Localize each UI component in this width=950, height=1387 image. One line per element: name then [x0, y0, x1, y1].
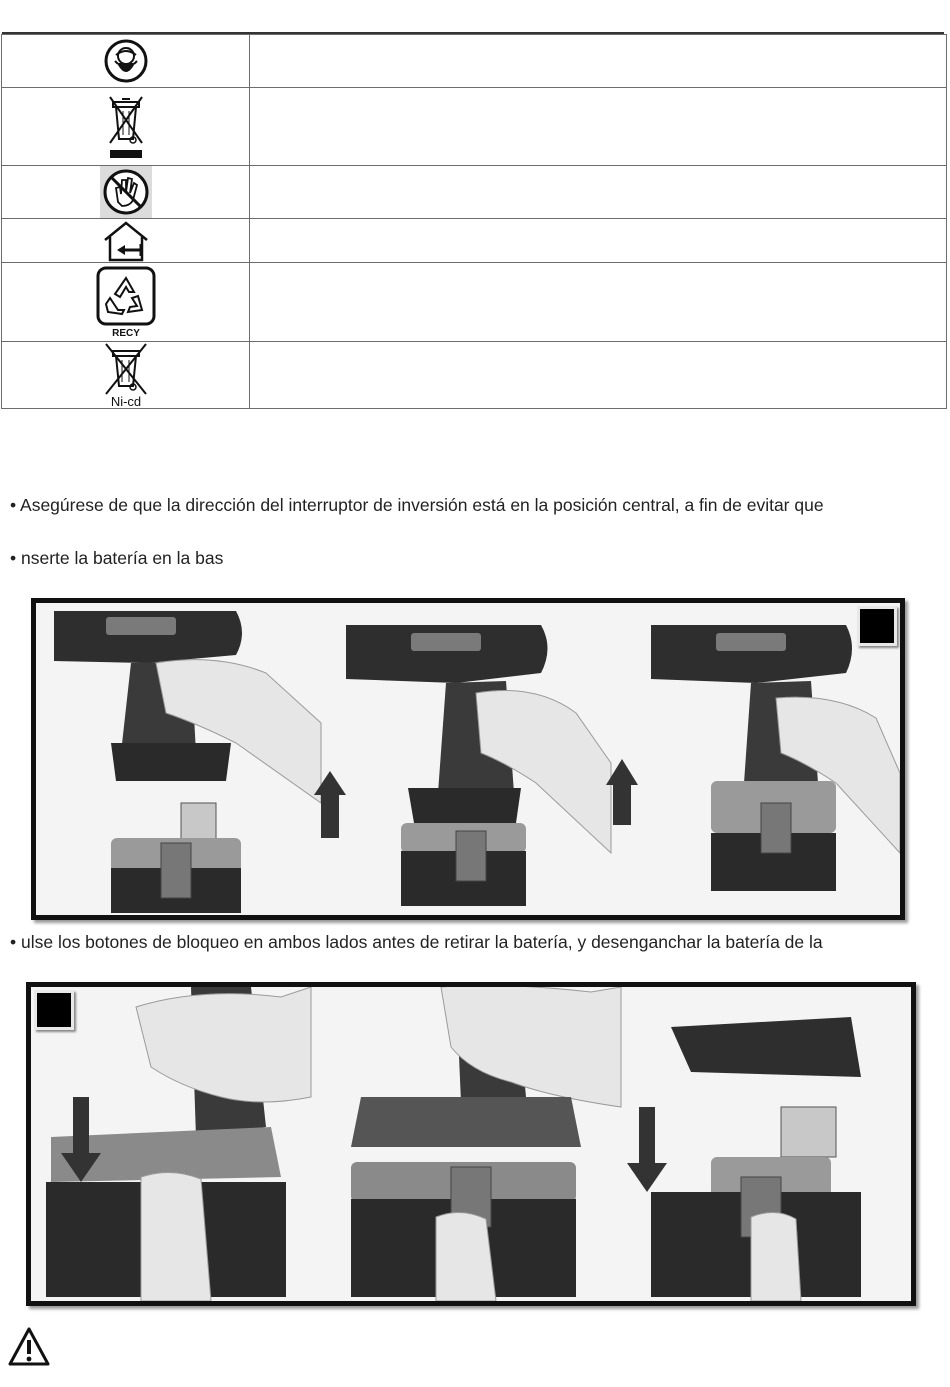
symbol-description: [250, 219, 947, 263]
warning-triangle-icon: [7, 1326, 51, 1368]
table-row: [2, 88, 947, 166]
symbol-cell: [2, 263, 250, 342]
remove-battery-illustration: [31, 987, 911, 1301]
symbol-cell: [2, 35, 250, 88]
remove-battery-figure: [26, 982, 916, 1306]
recycle-label: RECY: [111, 328, 140, 338]
dust-mask-icon: [104, 39, 148, 83]
figure-marker: [857, 606, 897, 646]
safety-symbols-table: [1, 34, 947, 409]
figure-marker: [34, 990, 74, 1030]
insert-battery-illustration: [36, 603, 900, 915]
symbol-cell: [2, 219, 250, 263]
table-row: [2, 263, 947, 342]
table-row: [2, 342, 947, 409]
instruction-insert-battery: • nserte la batería en la bas: [10, 548, 224, 568]
nicd-label: Ni-cd: [110, 394, 141, 408]
recycle-icon: [96, 266, 156, 338]
wheelie-bin-crossed-icon: [102, 93, 150, 161]
instruction-reverse-switch: • Asegúrese de que la dirección del interruptor de inversión está en la posición central, a fin de evitar que: [10, 495, 824, 515]
symbol-description: [250, 342, 947, 409]
table-row: [2, 219, 947, 263]
symbol-cell: [2, 342, 250, 409]
no-gloves-icon: [100, 166, 152, 218]
symbol-description: [250, 166, 947, 219]
symbol-description: [250, 35, 947, 88]
symbol-cell: [2, 88, 250, 166]
instruction-remove-battery: • ulse los botones de bloqueo en ambos lados antes de retirar la batería, y desenganchar la batería de la: [10, 932, 823, 952]
nicd-battery-disposal-icon: [96, 342, 156, 408]
table-row: [2, 35, 947, 88]
symbol-description: [250, 88, 947, 166]
insert-battery-figure: [31, 598, 905, 920]
table-row: [2, 166, 947, 219]
symbol-cell: [2, 166, 250, 219]
indoor-use-icon: [101, 220, 151, 262]
symbol-description: [250, 263, 947, 342]
